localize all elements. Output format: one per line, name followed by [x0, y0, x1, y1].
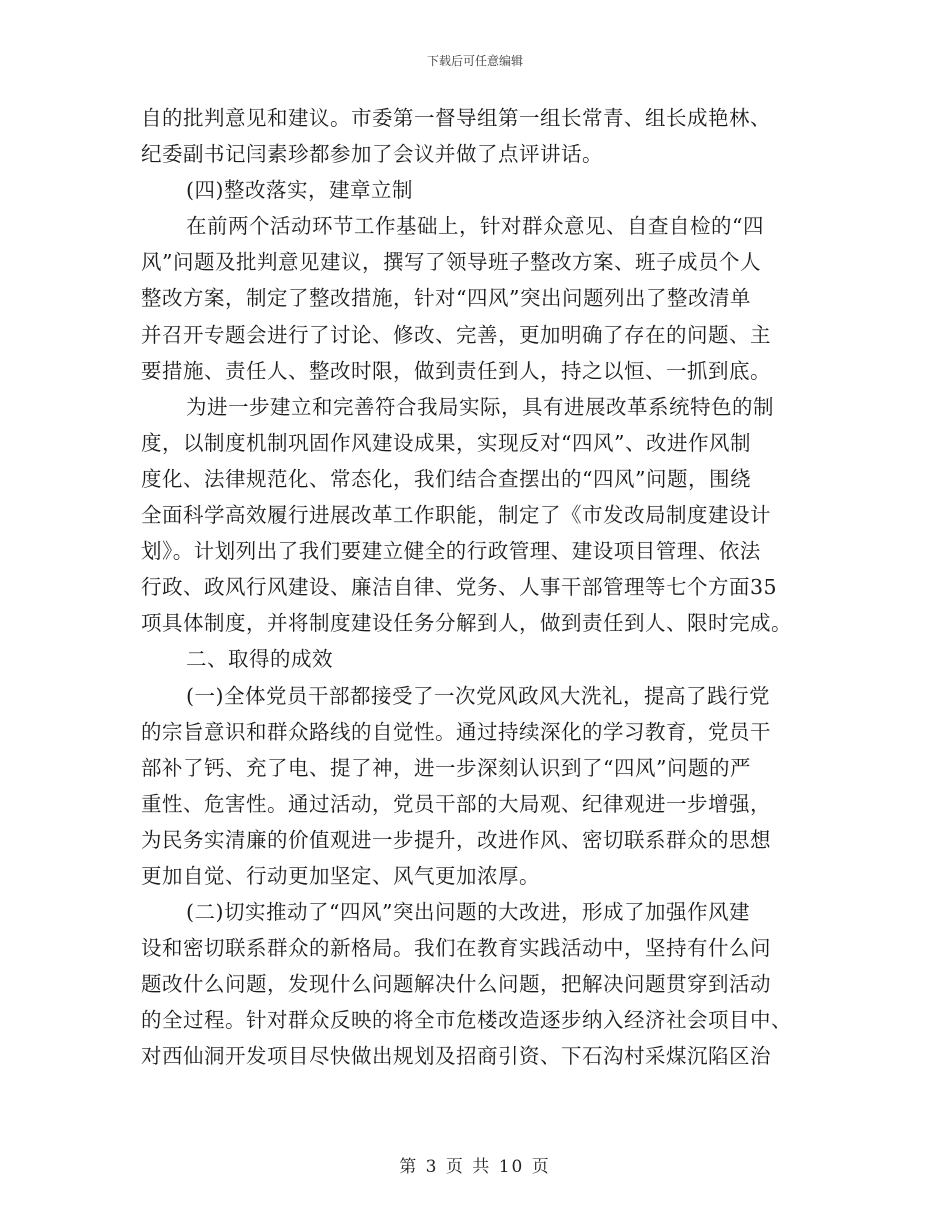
text-line: 纪委副书记闫素珍都参加了会议并做了点评讲话。: [141, 142, 603, 167]
text-line: 度，以制度机制巩固作风建设成果，实现反对“四风”、改进作风制: [141, 430, 751, 455]
text-line: 并召开专题会进行了讨论、修改、完善，更加明确了存在的问题、主: [141, 322, 771, 347]
text-line: 要措施、责任人、整改时限，做到责任到人，持之以恒、一抓到底。: [141, 358, 771, 383]
text-line: 项具体制度，并将制度建设任务分解到人，做到责任到人、限时完成。: [141, 611, 792, 636]
text-line: 的宗旨意识和群众路线的自觉性。通过持续深化的学习教育，党员干: [141, 719, 771, 744]
text-line: 部补了钙、充了电、提了神，进一步深刻认识到了“四风”问题的严: [141, 755, 751, 780]
text-line: 在前两个活动环节工作基础上，针对群众意见、自查自检的“四: [186, 214, 764, 239]
text-line: 整改方案，制定了整改措施，针对“四风”突出问题列出了整改清单: [141, 286, 751, 311]
text-line: 为进一步建立和完善符合我局实际，具有进展改革系统特色的制: [186, 394, 774, 419]
text-line: 全面科学高效履行进展改革工作职能，制定了《市发改局制度建设计: [141, 503, 771, 528]
text-line: 更加自觉、行动更加坚定、风气更加浓厚。: [141, 863, 540, 888]
document-body: [141, 100, 821, 1075]
text-line: 二、取得的成效: [186, 647, 333, 672]
text-line: 风”问题及批判意见建议，撰写了领导班子整改方案、班子成员个人: [141, 250, 761, 275]
page-footer: 第 3 页 共 10 页: [399, 1157, 551, 1177]
text-line: 行政、政风行风建设、廉洁自律、党务、人事干部管理等七个方面35: [141, 575, 778, 600]
text-line: (四)整改落实，建章立制: [186, 178, 413, 203]
text-line: 重性、危害性。通过活动，党员干部的大局观、纪律观进一步增强，: [141, 791, 771, 816]
text-line: 划》。计划列出了我们要建立健全的行政管理、建设项目管理、依法: [141, 539, 761, 564]
text-line: 的全过程。针对群众反映的将全市危楼改造逐步纳入经济社会项目中、: [141, 1008, 792, 1033]
text-line: 度化、法律规范化、常态化，我们结合查摆出的“四风”问题，围绕: [141, 466, 751, 491]
text-line: 自的批判意见和建议。市委第一督导组第一组长常青、组长成艳林、: [141, 106, 771, 130]
text-line: 题改什么问题，发现什么问题解决什么问题，把解决问题贯穿到活动: [141, 972, 771, 997]
text-line: 设和密切联系群众的新格局。我们在教育实践活动中，坚持有什么问: [141, 936, 771, 961]
text-line: 为民务实清廉的价值观进一步提升，改进作风、密切联系群众的思想: [141, 827, 771, 852]
text-line: (二)切实推动了“四风”突出问题的大改进，形成了加强作风建: [186, 900, 750, 925]
text-line: (一)全体党员干部都接受了一次党风政风大洗礼，提高了践行党: [186, 683, 770, 708]
page-header: 下载后可任意编辑: [426, 54, 523, 68]
text-line: 对西仙洞开发项目尽快做出规划及招商引资、下石沟村采煤沉陷区治: [141, 1044, 771, 1069]
